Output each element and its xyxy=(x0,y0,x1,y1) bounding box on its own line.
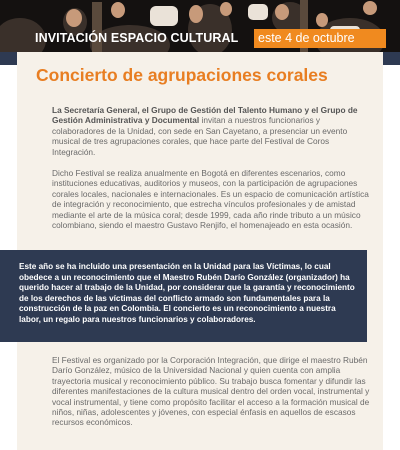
intro-paragraph xyxy=(52,105,372,157)
page-title: Concierto de agrupaciones corales xyxy=(36,65,328,85)
organizer-paragraph: El Festival es organizado por la Corporación Integración, que dirige el maestro Rubén Darío González, músico de la Universidad Nacional y quien cuenta con amplia trayectoria musical y reconocimiento público. Su trabajo busca fomentar y difundir las diferentes manifestaciones de la cultura musical dentro del orden vocal, instrumental y vocal instrumental, y tiene como propósito facilitar el acceso a la formación musical de niños, niñas, adolescentes y jóvenes, con especial énfasis en aquellos de escasos recursos económicos. xyxy=(52,355,370,428)
festival-description-paragraph: Dicho Festival se realiza anualmente en Bogotá en diferentes escenarios, como instituciones educativas, auditorios y museos, con la participación de agrupaciones corales locales, nacionales e internacionales. Es un espacio de comunicación artística de integración y reconocimiento, que estrecha vínculos profesionales y de amistad mediante el arte de la música coral; desde 1999, cada año rinde tributo a un músico colombiano, siendo el maestro Gustavo Renjifo, el homenajeado en esta ocasión. xyxy=(52,168,369,231)
event-date-badge: este 4 de octubre xyxy=(254,29,386,48)
intro-organizers: La Secretaría General, el Grupo de Gestión del Talento Humano y el Grupo de Gestión Administrativa y Documental xyxy=(52,105,358,126)
invitation-header-title: INVITACIÓN ESPACIO CULTURAL xyxy=(35,31,239,45)
highlight-box xyxy=(0,250,367,342)
intro-text: invitan a nuestros funcionarios y colaboradores de la Unidad, con sede en San Cayetano, a presenciar un evento musical de tres agrupaciones corales, que hace parte del Festival de Coros Integración. xyxy=(52,115,348,157)
highlight-text: Este año se ha incluido una presentación en la Unidad para las Víctimas, lo cual obedece a un reconocimiento que el Maestro Rubén Darío González (organizador) ha querido hacer al trabajo de la Unidad, por considerar que la garantía y reconocimiento de los derechos de las víctimas del conflicto armado son fundamentales para la construcción de la paz en Colombia. El concierto es un reconocimiento a nuestra labor, un regalo para nuestros funcionarios y colaboradores. xyxy=(19,262,355,324)
